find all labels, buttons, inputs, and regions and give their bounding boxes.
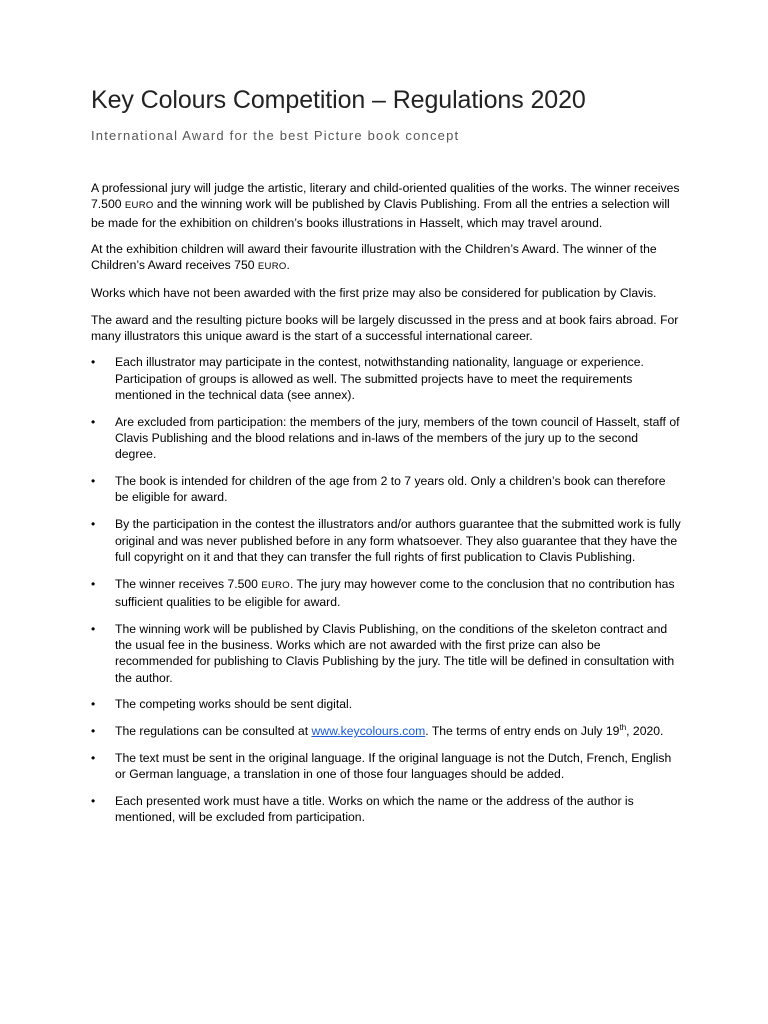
list-item bbox=[91, 750, 681, 783]
paragraph-text: and the winning work will be published by Clavis Publishing. From all the entries a selection will be made for the exhibition on children’s books illustrations in Hasselt, which may travel around. bbox=[91, 197, 670, 230]
list-item-text: The winner receives 7.500 bbox=[115, 576, 262, 591]
bullet-icon: • bbox=[91, 621, 96, 636]
bullet-icon: • bbox=[91, 697, 96, 712]
paragraph-publication: Works which have not been awarded with the first prize may also be considered for publication by Clavis. bbox=[91, 286, 657, 301]
paragraph-intro bbox=[91, 180, 681, 231]
paragraph-text: At the exhibition children will award their favourite illustration with the Children’s Award. The winner of the Children’s Award receives 750 bbox=[91, 241, 657, 273]
paragraph-text: A professional jury will judge the artistic, literary and child-oriented qualities of the works. The winner receives 7.500 bbox=[91, 181, 680, 212]
currency-label: EURO bbox=[261, 579, 290, 591]
currency-label: EURO bbox=[124, 200, 154, 212]
ordinal-suffix: th bbox=[619, 723, 627, 733]
list-item-text: , 2020. bbox=[626, 724, 664, 739]
paragraph-text: . bbox=[286, 258, 290, 273]
list-item bbox=[91, 576, 681, 611]
keycolours-link[interactable]: www.keycolours.com bbox=[311, 724, 426, 739]
list-item bbox=[91, 516, 681, 565]
document-title: Key Colours Competition – Regulations 2020 bbox=[91, 86, 586, 114]
bullet-icon: • bbox=[91, 414, 96, 429]
list-item-text: The competing works should be sent digital. bbox=[115, 697, 353, 712]
bullet-icon: • bbox=[91, 576, 96, 591]
paragraph-press: The award and the resulting picture books will be largely discussed in the press and at book fairs abroad. For many illustrators this unique award is the start of a successful international career. bbox=[91, 312, 679, 344]
list-item bbox=[91, 354, 681, 403]
list-item-text: The winning work will be published by Clavis Publishing, on the conditions of the skeleton contract and the usual fee in the business. Works which are not awarded with the first prize can also be recommended for publishing to Clavis Publishing by the jury. The title will be defined in consultation with the author. bbox=[115, 621, 675, 685]
list-item bbox=[91, 414, 681, 463]
document-body bbox=[91, 180, 681, 836]
bullet-icon: • bbox=[91, 517, 96, 532]
regulations-list bbox=[91, 354, 681, 825]
bullet-icon: • bbox=[91, 724, 96, 739]
bullet-icon: • bbox=[91, 794, 96, 809]
list-item-text: . The terms of entry ends on July 19 bbox=[425, 724, 620, 739]
list-item bbox=[91, 793, 681, 826]
list-item-text: . The jury may however come to the conclusion that no contribution has sufficient qualities to be eligible for award. bbox=[115, 576, 675, 609]
list-item-text: The book is intended for children of the age from 2 to 7 years old. Only a children’s book can therefore be eligible for award. bbox=[115, 474, 666, 505]
list-item bbox=[91, 621, 681, 686]
list-item-text: The text must be sent in the original language. If the original language is not the Dutch, French, English or German language, a translation in one of those four languages should be added. bbox=[115, 751, 672, 782]
currency-label: EURO bbox=[257, 261, 287, 273]
list-item-text: Each presented work must have a title. Works on which the name or the address of the author is mentioned, will be excluded from participation. bbox=[115, 794, 634, 825]
list-item bbox=[91, 723, 681, 739]
list-item bbox=[91, 473, 681, 506]
list-item bbox=[91, 696, 681, 712]
paragraph-childrens-award bbox=[91, 241, 681, 276]
list-item-text: Each illustrator may participate in the contest, notwithstanding nationality, language or experience. Participation of groups is allowed as well. The submitted projects have to meet the requirements mentioned in the technical data (see annex). bbox=[115, 355, 644, 402]
bullet-icon: • bbox=[91, 751, 96, 766]
bullet-icon: • bbox=[91, 355, 96, 370]
list-item-text: The regulations can be consulted at bbox=[115, 724, 312, 739]
bullet-icon: • bbox=[91, 474, 96, 489]
document-subtitle: International Award for the best Picture book concept bbox=[91, 128, 460, 143]
list-item-text: By the participation in the contest the illustrators and/or authors guarantee that the submitted work is fully original and was never published before in any form whatsoever. They also guarantee that they have the full copyright on it and that they can transfer the full rights of first publication to Clavis Publishing. bbox=[115, 517, 681, 564]
list-item-text: Are excluded from participation: the members of the jury, members of the town council of Hasselt, staff of Clavis Publishing and the blood relations and in-laws of the members of the jury up to the second degree. bbox=[115, 414, 680, 462]
